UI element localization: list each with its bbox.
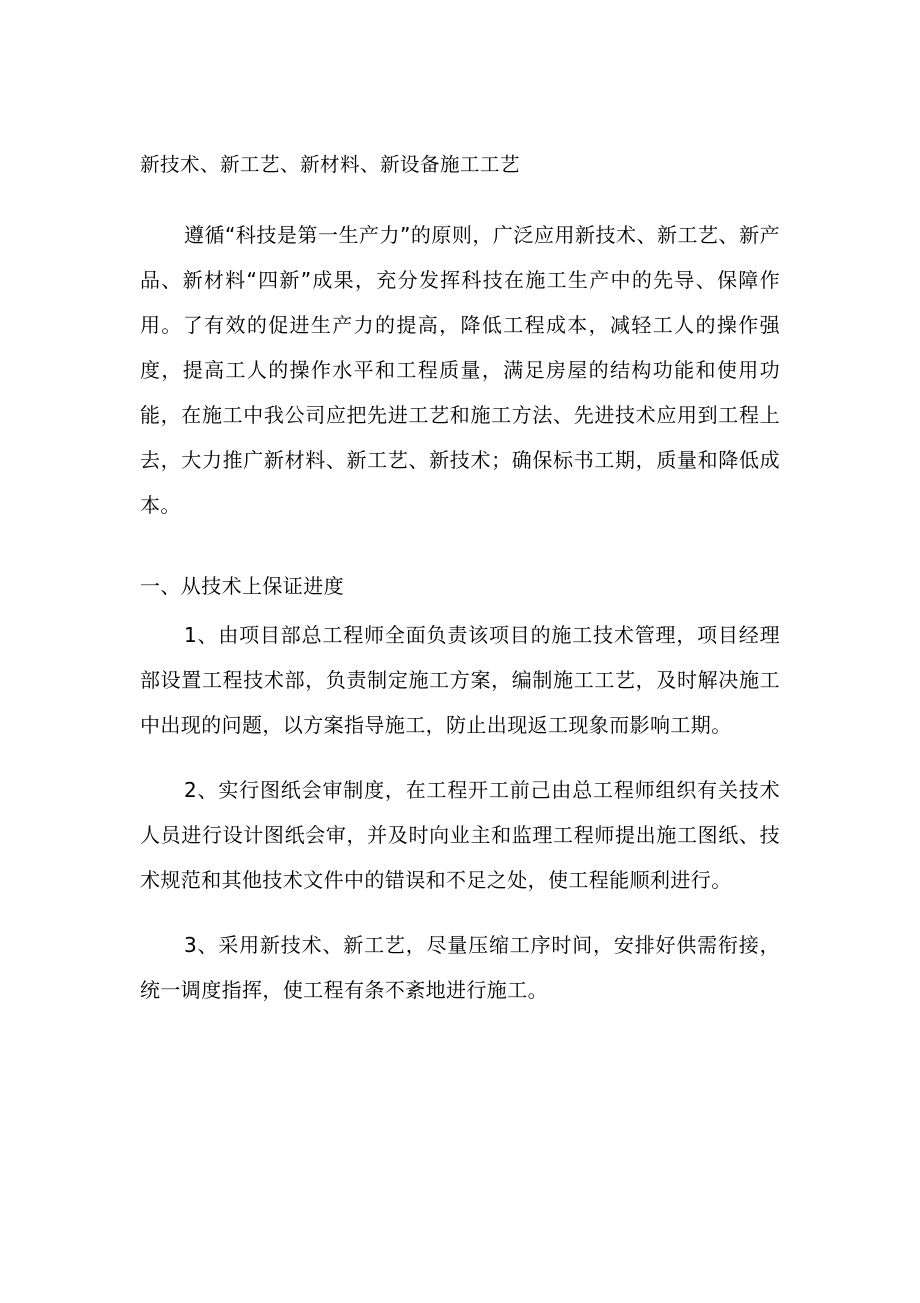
list-item: 3、采用新技术、新工艺，尽量压缩工序时间，安排好供需衔接，统一调度指挥，使工程有条不紊地进行施工。 [140, 933, 780, 1003]
list-item: 1、由项目部总工程师全面负责该项目的施工技术管理，项目经理部设置工程技术部，负责制定施工方案，编制施工工艺，及时解决施工中出现的问题，以方案指导施工，防止出现返工现象而影响工期。 [140, 623, 780, 738]
list-item: 2、实行图纸会审制度，在工程开工前己由总工程师组织有关技术人员进行设计图纸会审，并及时向业主和监理工程师提出施工图纸、技术规范和其他技术文件中的错误和不足之处，使工程能顺利进行。 [140, 778, 780, 893]
paragraph-spacer [140, 542, 780, 564]
intro-paragraph: 遵循“科技是第一生产力”的原则，广泛应用新技术、新工艺、新产品、新材料“四新”成果，充分发挥科技在施工生产中的先导、保障作用。了有效的促进生产力的提高，降低工程成本，减轻工人的操作强度，提高工人的操作水平和工程质量，满足房屋的结构功能和使用功能，在施工中我公司应把先进工艺和施工方法、先进技术应用到工程上去，大力推广新材料、新工艺、新技术；确保标书工期，质量和降低成本。 [140, 223, 780, 518]
section-heading: 一、从技术上保证进度 [140, 574, 344, 599]
document-body [140, 150, 780, 1027]
page-title: 新技术、新工艺、新材料、新设备施工工艺 [140, 153, 521, 176]
